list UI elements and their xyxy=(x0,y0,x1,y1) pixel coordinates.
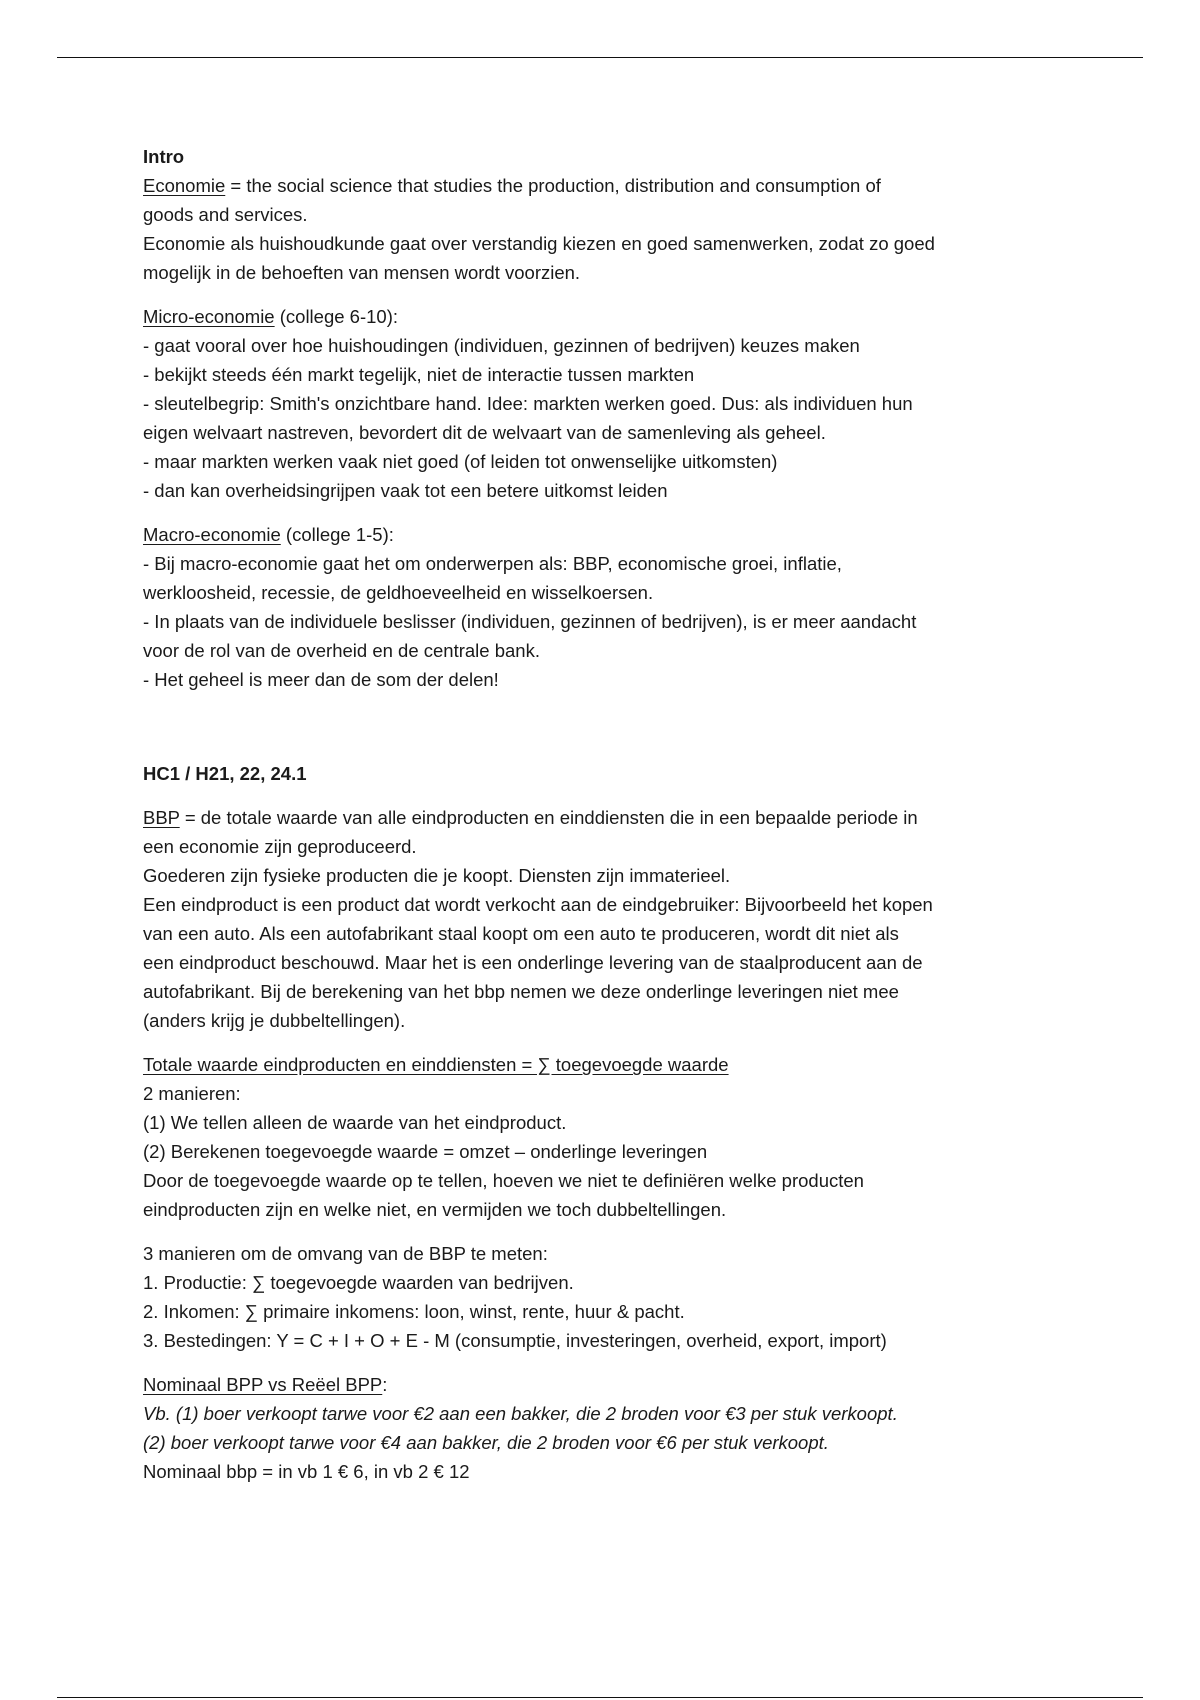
paragraph-line: Goederen zijn fysieke producten die je koopt. Diensten zijn immaterieel. xyxy=(143,865,731,886)
section-heading-intro: Intro xyxy=(143,146,185,167)
list-item: - In plaats van de individuele beslisser (individuen, gezinnen of bedrijven), is er meer aandacht xyxy=(143,611,917,632)
list-item: 2. Inkomen: ∑ primaire inkomens: loon, winst, rente, huur & pacht. xyxy=(143,1301,685,1322)
list-item: werkloosheid, recessie, de geldhoeveelheid en wisselkoersen. xyxy=(143,582,654,603)
bottom-rule xyxy=(57,1697,1143,1698)
paragraph-line: goods and services. xyxy=(143,204,308,225)
paragraph-line: eindproducten zijn en welke niet, en vermijden we toch dubbeltellingen. xyxy=(143,1199,727,1220)
list-item: - dan kan overheidsingrijpen vaak tot een betere uitkomst leiden xyxy=(143,480,668,501)
list-item: - Bij macro-economie gaat het om onderwerpen als: BBP, economische groei, inflatie, xyxy=(143,553,842,574)
macro-heading: Macro-economie (college 1-5): xyxy=(143,524,394,545)
term-micro-economie: Micro-economie xyxy=(143,306,275,327)
paragraph-line: 3 manieren om de omvang van de BBP te meten: xyxy=(143,1243,548,1264)
paragraph-line: autofabrikant. Bij de berekening van het bbp nemen we deze onderlinge leveringen niet mee xyxy=(143,981,899,1002)
list-item: 3. Bestedingen: Y = C + I + O + E - M (consumptie, investeringen, overheid, export, import) xyxy=(143,1330,887,1351)
paragraph-line: Door de toegevoegde waarde op te tellen, hoeven we niet te definiëren welke producten xyxy=(143,1170,864,1191)
term-bbp: BBP xyxy=(143,807,180,828)
paragraph-line: 2 manieren: xyxy=(143,1083,241,1104)
list-item: - maar markten werken vaak niet goed (of leiden tot onwenselijke uitkomsten) xyxy=(143,451,778,472)
nominaal-heading: Nominaal BPP vs Reëel BPP: xyxy=(143,1374,388,1395)
term-economie: Economie xyxy=(143,175,226,196)
list-item: eigen welvaart nastreven, bevordert dit de welvaart van de samenleving als geheel. xyxy=(143,422,826,443)
example-line: (2) boer verkoopt tarwe voor €4 aan bakker, die 2 broden voor €6 per stuk verkoopt. xyxy=(143,1432,829,1453)
micro-heading: Micro-economie (college 6-10): xyxy=(143,306,399,327)
paragraph-line: mogelijk in de behoeften van mensen wordt voorzien. xyxy=(143,262,581,283)
paragraph-line: Economie als huishoudkunde gaat over verstandig kiezen en goed samenwerken, zodat zo goed xyxy=(143,233,935,254)
definition-bbp: BBP = de totale waarde van alle eindproducten en einddiensten die in een bepaalde periode in xyxy=(143,807,918,828)
paragraph-line: een eindproduct beschouwd. Maar het is een onderlinge levering van de staalproducent aan de xyxy=(143,952,923,973)
section-heading-hc1: HC1 / H21, 22, 24.1 xyxy=(143,763,307,784)
list-item: voor de rol van de overheid en de centrale bank. xyxy=(143,640,540,661)
top-rule xyxy=(57,57,1143,58)
example-line: Vb. (1) boer verkoopt tarwe voor €2 aan een bakker, die 2 broden voor €3 per stuk verkoopt. xyxy=(143,1403,898,1424)
paragraph-line: van een auto. Als een autofabrikant staal koopt om een auto te produceren, wordt dit niet als xyxy=(143,923,899,944)
list-item: - sleutelbegrip: Smith's onzichtbare hand. Idee: markten werken goed. Dus: als individuen hun xyxy=(143,393,913,414)
paragraph-line: Nominaal bbp = in vb 1 € 6, in vb 2 € 12 xyxy=(143,1461,470,1482)
list-item: - Het geheel is meer dan de som der delen! xyxy=(143,669,499,690)
paragraph-line: (anders krijg je dubbeltellingen). xyxy=(143,1010,406,1031)
paragraph-line: een economie zijn geproduceerd. xyxy=(143,836,417,857)
document-body xyxy=(143,142,1093,1486)
totale-waarde-heading: Totale waarde eindproducten en einddiensten = ∑ toegevoegde waarde xyxy=(143,1054,729,1075)
paragraph-line: (2) Berekenen toegevoegde waarde = omzet – onderlinge leveringen xyxy=(143,1141,708,1162)
term-macro-economie: Macro-economie xyxy=(143,524,281,545)
paragraph-line: Een eindproduct is een product dat wordt verkocht aan de eindgebruiker: Bijvoorbeeld het kopen xyxy=(143,894,933,915)
definition-economie: Economie = the social science that studies the production, distribution and consumption of xyxy=(143,175,881,196)
list-item: - bekijkt steeds één markt tegelijk, niet de interactie tussen markten xyxy=(143,364,695,385)
list-item: - gaat vooral over hoe huishoudingen (individuen, gezinnen of bedrijven) keuzes maken xyxy=(143,335,860,356)
term-nominaal-bpp: Nominaal BPP vs Reëel BPP xyxy=(143,1374,383,1395)
list-item: 1. Productie: ∑ toegevoegde waarden van bedrijven. xyxy=(143,1272,574,1293)
paragraph-line: (1) We tellen alleen de waarde van het eindproduct. xyxy=(143,1112,567,1133)
